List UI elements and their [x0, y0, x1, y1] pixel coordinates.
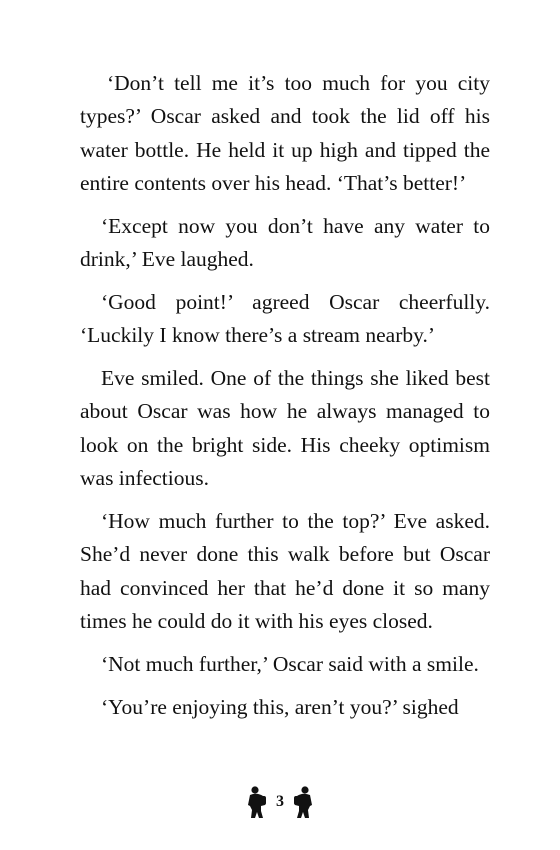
- paragraph-5: ‘How much further to the top?’ Eve asked. She’d never done this walk before but Oscar had convinced her that he’d done it so many times he could do it with his eyes closed.: [80, 508, 490, 633]
- paragraph-4: Eve smiled. One of the things she liked best about Oscar was how he always managed to look on the bright side. His cheeky optimism was infectious.: [80, 366, 490, 491]
- page-footer: [0, 782, 560, 822]
- hiker-silhouette-icon: [246, 785, 268, 819]
- hiker-silhouette-icon: [292, 785, 314, 819]
- paragraph-3: ‘Good point!’ agreed Oscar cheerfully. ‘Luckily I know there’s a stream nearby.’: [80, 289, 490, 348]
- page-number: 3: [276, 793, 284, 810]
- paragraph-1: ‘Don’t tell me it’s too much for you city types?’ Oscar asked and took the lid off his water bottle. He held it up high and tipped the entire contents over his head. ‘That’s better!’: [80, 71, 490, 195]
- paragraph-2: ‘Except now you don’t have any water to drink,’ Eve laughed.: [80, 213, 490, 272]
- paragraph-6: ‘Not much further,’ Oscar said with a smile.: [101, 651, 479, 676]
- paragraph-7: ‘You’re enjoying this, aren’t you?’ sighed: [101, 694, 459, 719]
- body-text: [80, 67, 490, 734]
